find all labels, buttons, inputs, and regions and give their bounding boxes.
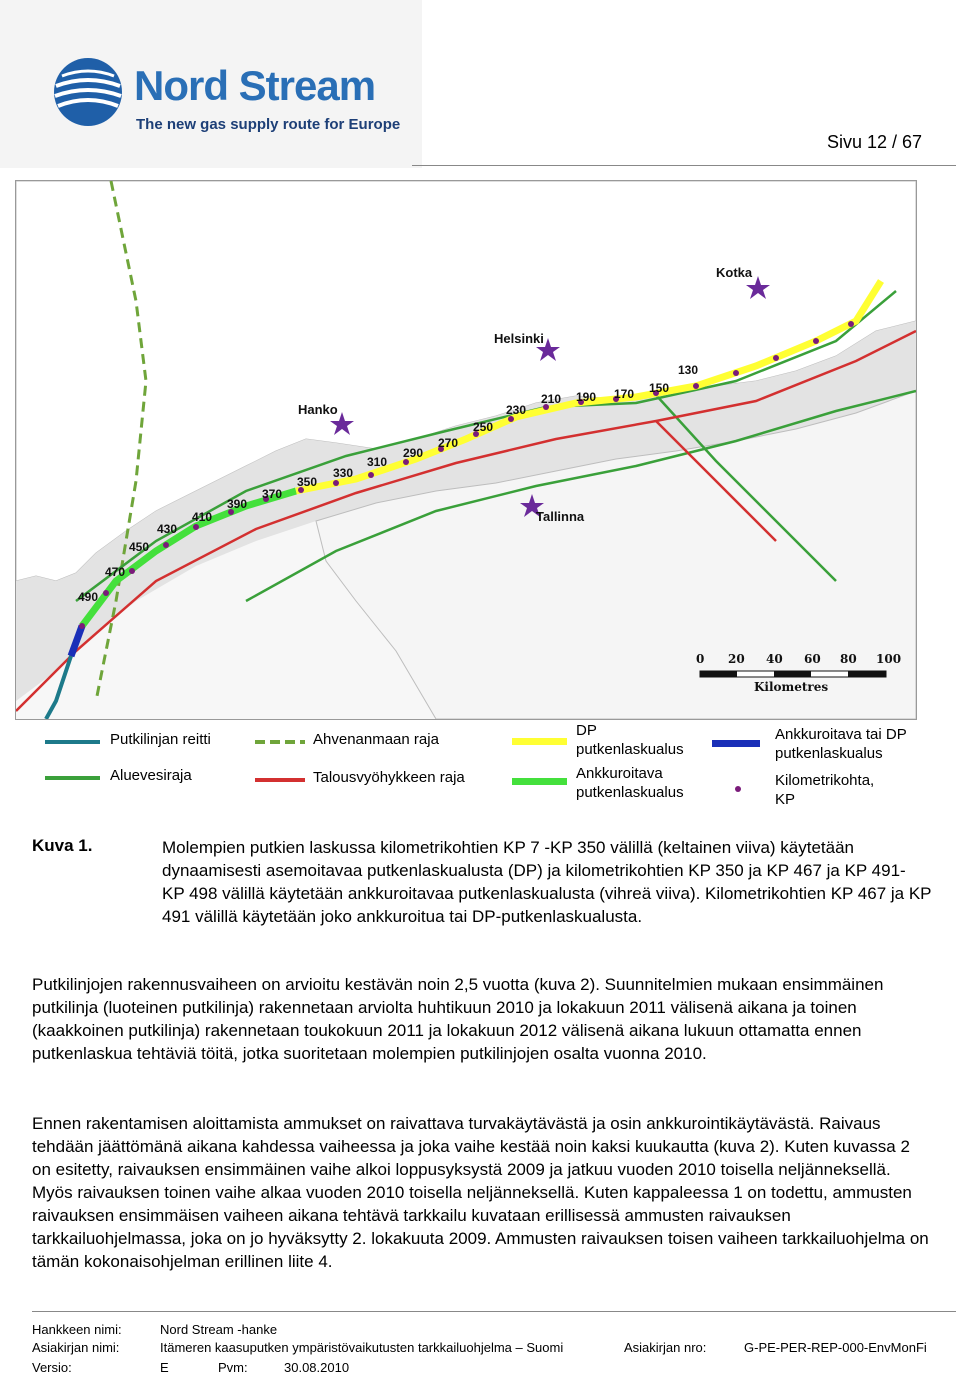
legend-anchored-label-1: Ankkuroitava <box>576 765 663 782</box>
footer-doc-value: Itämeren kaasuputken ympäristövaikutusten tarkkailuohjelma – Suomi <box>160 1340 564 1355</box>
city-label: Hanko <box>298 402 338 417</box>
legend-route-label: Putkilinjan reitti <box>110 731 211 748</box>
legend-both-swatch <box>712 740 760 747</box>
map-drawing <box>16 181 916 719</box>
footer-doc-label: Asiakirjan nimi: <box>32 1340 120 1355</box>
kp-label: 130 <box>678 363 699 377</box>
legend-dp-swatch <box>512 738 567 745</box>
kp-label: 170 <box>614 387 635 401</box>
globe-logo-icon <box>52 56 124 128</box>
figure-caption: Molempien putkien laskussa kilometrikohtien KP 7 -KP 350 välillä (keltainen viiva) käytetään dynaamisesti asemoitavaa putkenlaskualusta (DP) ja kilometrikohtien KP 350 ja KP 467 ja KP 491- KP 498 välillä käytetään ankkuroitavaa putkenlaskualusta (vihreä viiva). Kilometrikohtien KP 467 ja KP 491 välillä käytetään joko ankkuroitua tai DP-putkenlaskualusta. <box>162 838 932 926</box>
footer-project-label: Hankkeen nimi: <box>32 1322 122 1337</box>
header-divider <box>412 165 956 166</box>
legend-route-swatch <box>45 740 100 744</box>
kp-label: 390 <box>227 497 248 511</box>
legend-kp-label-1: Kilometrikohta, <box>775 772 875 789</box>
kp-label: 250 <box>473 420 494 434</box>
legend-dp-label-2: putkenlaskualus <box>576 741 684 758</box>
city-label: Kotka <box>716 265 753 280</box>
kp-label: 370 <box>262 487 283 501</box>
kp-label: 210 <box>541 392 562 406</box>
legend-both-label-2: putkenlaskualus <box>775 745 883 762</box>
legend-area-swatch <box>45 776 100 780</box>
kp-label: 430 <box>157 522 178 536</box>
kp-label: 270 <box>438 436 459 450</box>
footer-docno-value: G-PE-PER-REP-000-EnvMonFi <box>744 1340 927 1355</box>
legend-area-label: Aluevesiraja <box>110 767 192 784</box>
footer-version-label: Versio: <box>32 1360 72 1375</box>
legend-both-label-1: Ankkuroitava tai DP <box>775 726 907 743</box>
kp-label: 470 <box>105 565 126 579</box>
legend-kp-dot <box>735 786 741 792</box>
body-paragraph: Putkilinjojen rakennusvaiheen on arvioitu kestävän noin 2,5 vuotta (kuva 2). Suunnitelmien mukaan ensimmäinen putkilinja (luoteinen putkilinja) rakennetaan arviolta huhtikuun 2010 ja lokakuun 2011 välisenä aikana ja toinen (kaakkoinen putkilinja) rakennetaan toukokuun 2011 ja lokakuun 2012 välisenä aikana lukuun ottamatta ennen putkenlaskua tehtäviä töitä, jotka suoritetaan molempien putkilinjojen osalta vuonna 2010. <box>32 975 884 1063</box>
legend-eez-swatch <box>255 778 305 782</box>
figure-label: Kuva 1. <box>32 836 93 855</box>
kp-label: 490 <box>78 590 99 604</box>
nord-stream-logo <box>0 0 422 168</box>
body-paragraph: Ennen rakentamisen aloittamista ammukset on raivattava turvakäytävästä ja osin ankkurointikäytävästä. Raivaus tehdään jäättömänä aikana kahdessa vaiheessa ja joka vaihe kestää noin kaksi kuukautta (kuva 2). Kuten kuvassa 2 on esitetty, raivauksen ensimmäinen vaihe alkoi loppusyksystä 2009 ja jatkuu vuoden 2010 toisella neljänneksellä. Myös raivauksen toinen vaihe alkaa vuoden 2010 toisella neljänneksellä. Kuten kappaleessa 1 on todettu, ammusten raivauksen ensimmäisen vaiheen aikana tehtävä tarkkailu kuvataan erillisessä ammusten raivauksen tarkkailuohjelmassa, joka on jo hyväksytty 2. lokakuuta 2009. Ammusten raivauksen toisen vaiheen tarkkailuohjelma on tämän kokonaisohjelman erillinen liite 4. <box>32 1114 929 1271</box>
kp-label: 350 <box>297 475 318 489</box>
kp-label: 290 <box>403 446 424 460</box>
scale-tick: 100 <box>876 652 902 666</box>
footer-date-label: Pvm: <box>218 1360 248 1375</box>
footer-project-value: Nord Stream -hanke <box>160 1322 278 1337</box>
scale-tick: 60 <box>804 652 821 666</box>
scale-unit: Kilometres <box>754 680 829 694</box>
legend-dp-label-1: DP <box>576 722 597 739</box>
pipeline-route-map <box>15 180 917 720</box>
footer-docno-label: Asiakirjan nro: <box>624 1340 707 1355</box>
kp-label: 190 <box>576 390 597 404</box>
kp-label: 410 <box>192 510 213 524</box>
footer-date-value: 30.08.2010 <box>284 1360 350 1375</box>
city-label: Tallinna <box>536 509 585 524</box>
scale-tick: 80 <box>840 652 857 666</box>
kp-label: 330 <box>333 466 354 480</box>
legend-aland-label: Ahvenanmaan raja <box>313 731 439 748</box>
city-label: Helsinki <box>494 331 544 346</box>
footer-divider <box>32 1311 956 1312</box>
legend-kp-label-2: KP <box>775 791 796 808</box>
scale-tick: 0 <box>696 652 705 666</box>
kp-label: 310 <box>367 455 388 469</box>
footer-version-value: E <box>160 1360 169 1375</box>
scale-tick: 20 <box>728 652 745 666</box>
logo-tagline: The new gas supply route for Europe <box>136 116 401 133</box>
map-legend <box>15 722 945 812</box>
legend-aland-swatch <box>255 740 305 744</box>
kp-label: 450 <box>129 540 150 554</box>
legend-anchored-label-2: putkenlaskualus <box>576 784 684 801</box>
legend-anchored-swatch <box>512 778 567 785</box>
kp-label: 230 <box>506 403 527 417</box>
legend-eez-label: Talousvyöhykkeen raja <box>313 769 465 786</box>
page-number: Sivu 12 / 67 <box>826 132 922 152</box>
kp-label: 150 <box>649 381 670 395</box>
logo-name: Nord Stream <box>134 62 376 109</box>
scale-tick: 40 <box>766 652 783 666</box>
